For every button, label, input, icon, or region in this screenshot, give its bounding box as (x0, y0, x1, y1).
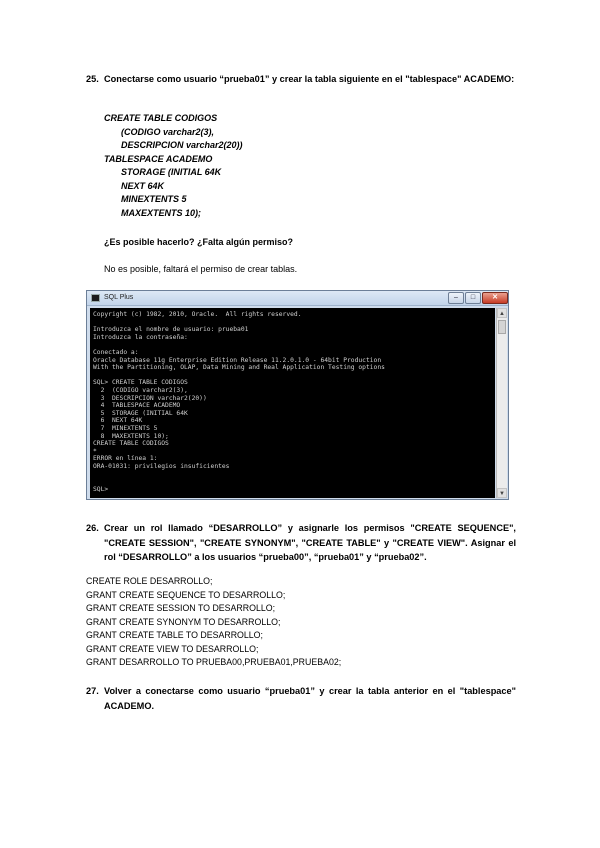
sql-line: GRANT CREATE VIEW TO DESARROLLO; (86, 643, 259, 654)
question-possible: ¿Es posible hacerlo? ¿Falta algún permiso? (104, 237, 294, 247)
question-27 (86, 684, 516, 713)
sqlplus-app-icon (91, 294, 100, 302)
code-line: CREATE TABLE CODIGOS (104, 113, 218, 123)
sql-line: GRANT CREATE SESSION TO DESARROLLO; (86, 603, 276, 613)
question-25 (86, 72, 516, 87)
sql-line: GRANT DESARROLLO TO PRUEBA00,PRUEBA01,PRUEBA02; (86, 657, 342, 667)
console-text: Copyright (c) 1982, 2010, Oracle. All rights reserved. Introduzca el nombre de usuario: prueba01 Introduzca la contraseña: Conectado a: Oracle Database 11g Enterprise Edition Release 11.2.0.1.0 - 64bit Production With the Partitioning, OLAP, Data Mining and Real Application Testing options SQL> CREATE TABLE CODIGOS 2 (CODIGO varchar2(3), 3 DESCRIPCION varchar2(20)) 4 TABLESPACE ACADEMO 5 STORAGE (INITIAL 64K 6 NEXT 64K 7 MINEXTENTS 5 8 MAXEXTENTS 10); CREATE TABLE CODIGOS * ERROR en línea 1: ORA-01031: privilegios insuficientes SQL> (93, 311, 385, 493)
sql-statements (86, 575, 341, 670)
minimize-button[interactable]: – (448, 292, 464, 304)
create-table-code (104, 112, 243, 220)
answer-25: No es posible, faltará el permiso de crear tablas. (104, 264, 298, 274)
question-number: 25. (86, 74, 99, 84)
question-number: 27. (86, 686, 99, 696)
sql-line: CREATE ROLE DESARROLLO; (86, 576, 213, 586)
question-text: Crear un rol llamado “DESARROLLO” y asignarle los permisos "CREATE SEQUENCE", "CREATE SESSION", "CREATE SYNONYM", "CREATE TABLE" y "CREATE VIEW". Asignar el rol “DESARROLLO” a los usuarios “prueba00”, “prueba01” y “prueba02”. (104, 523, 516, 562)
window-title: SQL Plus (104, 294, 134, 301)
question-text: Conectarse como usuario “prueba01” y crear la tabla siguiente en el "tablespace" ACADEMO: (104, 74, 515, 84)
vertical-scrollbar[interactable] (496, 308, 507, 498)
code-line: DESCRIPCION varchar2(20)) (121, 140, 243, 150)
code-line: MAXEXTENTS 10); (121, 207, 202, 218)
code-line: (CODIGO varchar2(3), (121, 126, 215, 137)
code-line: TABLESPACE ACADEMO (104, 153, 213, 164)
sql-line: GRANT CREATE SYNONYM TO DESARROLLO; (86, 616, 281, 627)
code-line: NEXT 64K (121, 180, 165, 191)
code-line: STORAGE (INITIAL 64K (121, 167, 222, 177)
window-titlebar (87, 291, 508, 306)
console-output[interactable] (90, 308, 495, 498)
sql-line: GRANT CREATE TABLE TO DESARROLLO; (86, 630, 263, 640)
maximize-button[interactable]: □ (465, 292, 481, 304)
question-26 (86, 521, 516, 565)
scroll-down-icon[interactable]: ▼ (497, 488, 507, 498)
close-button[interactable]: ✕ (482, 292, 508, 304)
sqlplus-window (86, 290, 509, 500)
question-number: 26. (86, 523, 99, 533)
question-text: Volver a conectarse como usuario “prueba01” y crear la tabla anterior en el "tablespace" ACADEMO. (104, 686, 516, 711)
code-line: MINEXTENTS 5 (121, 194, 187, 204)
sql-line: GRANT CREATE SEQUENCE TO DESARROLLO; (86, 589, 286, 600)
scroll-thumb[interactable] (498, 320, 506, 334)
scroll-up-icon[interactable]: ▲ (497, 308, 507, 318)
